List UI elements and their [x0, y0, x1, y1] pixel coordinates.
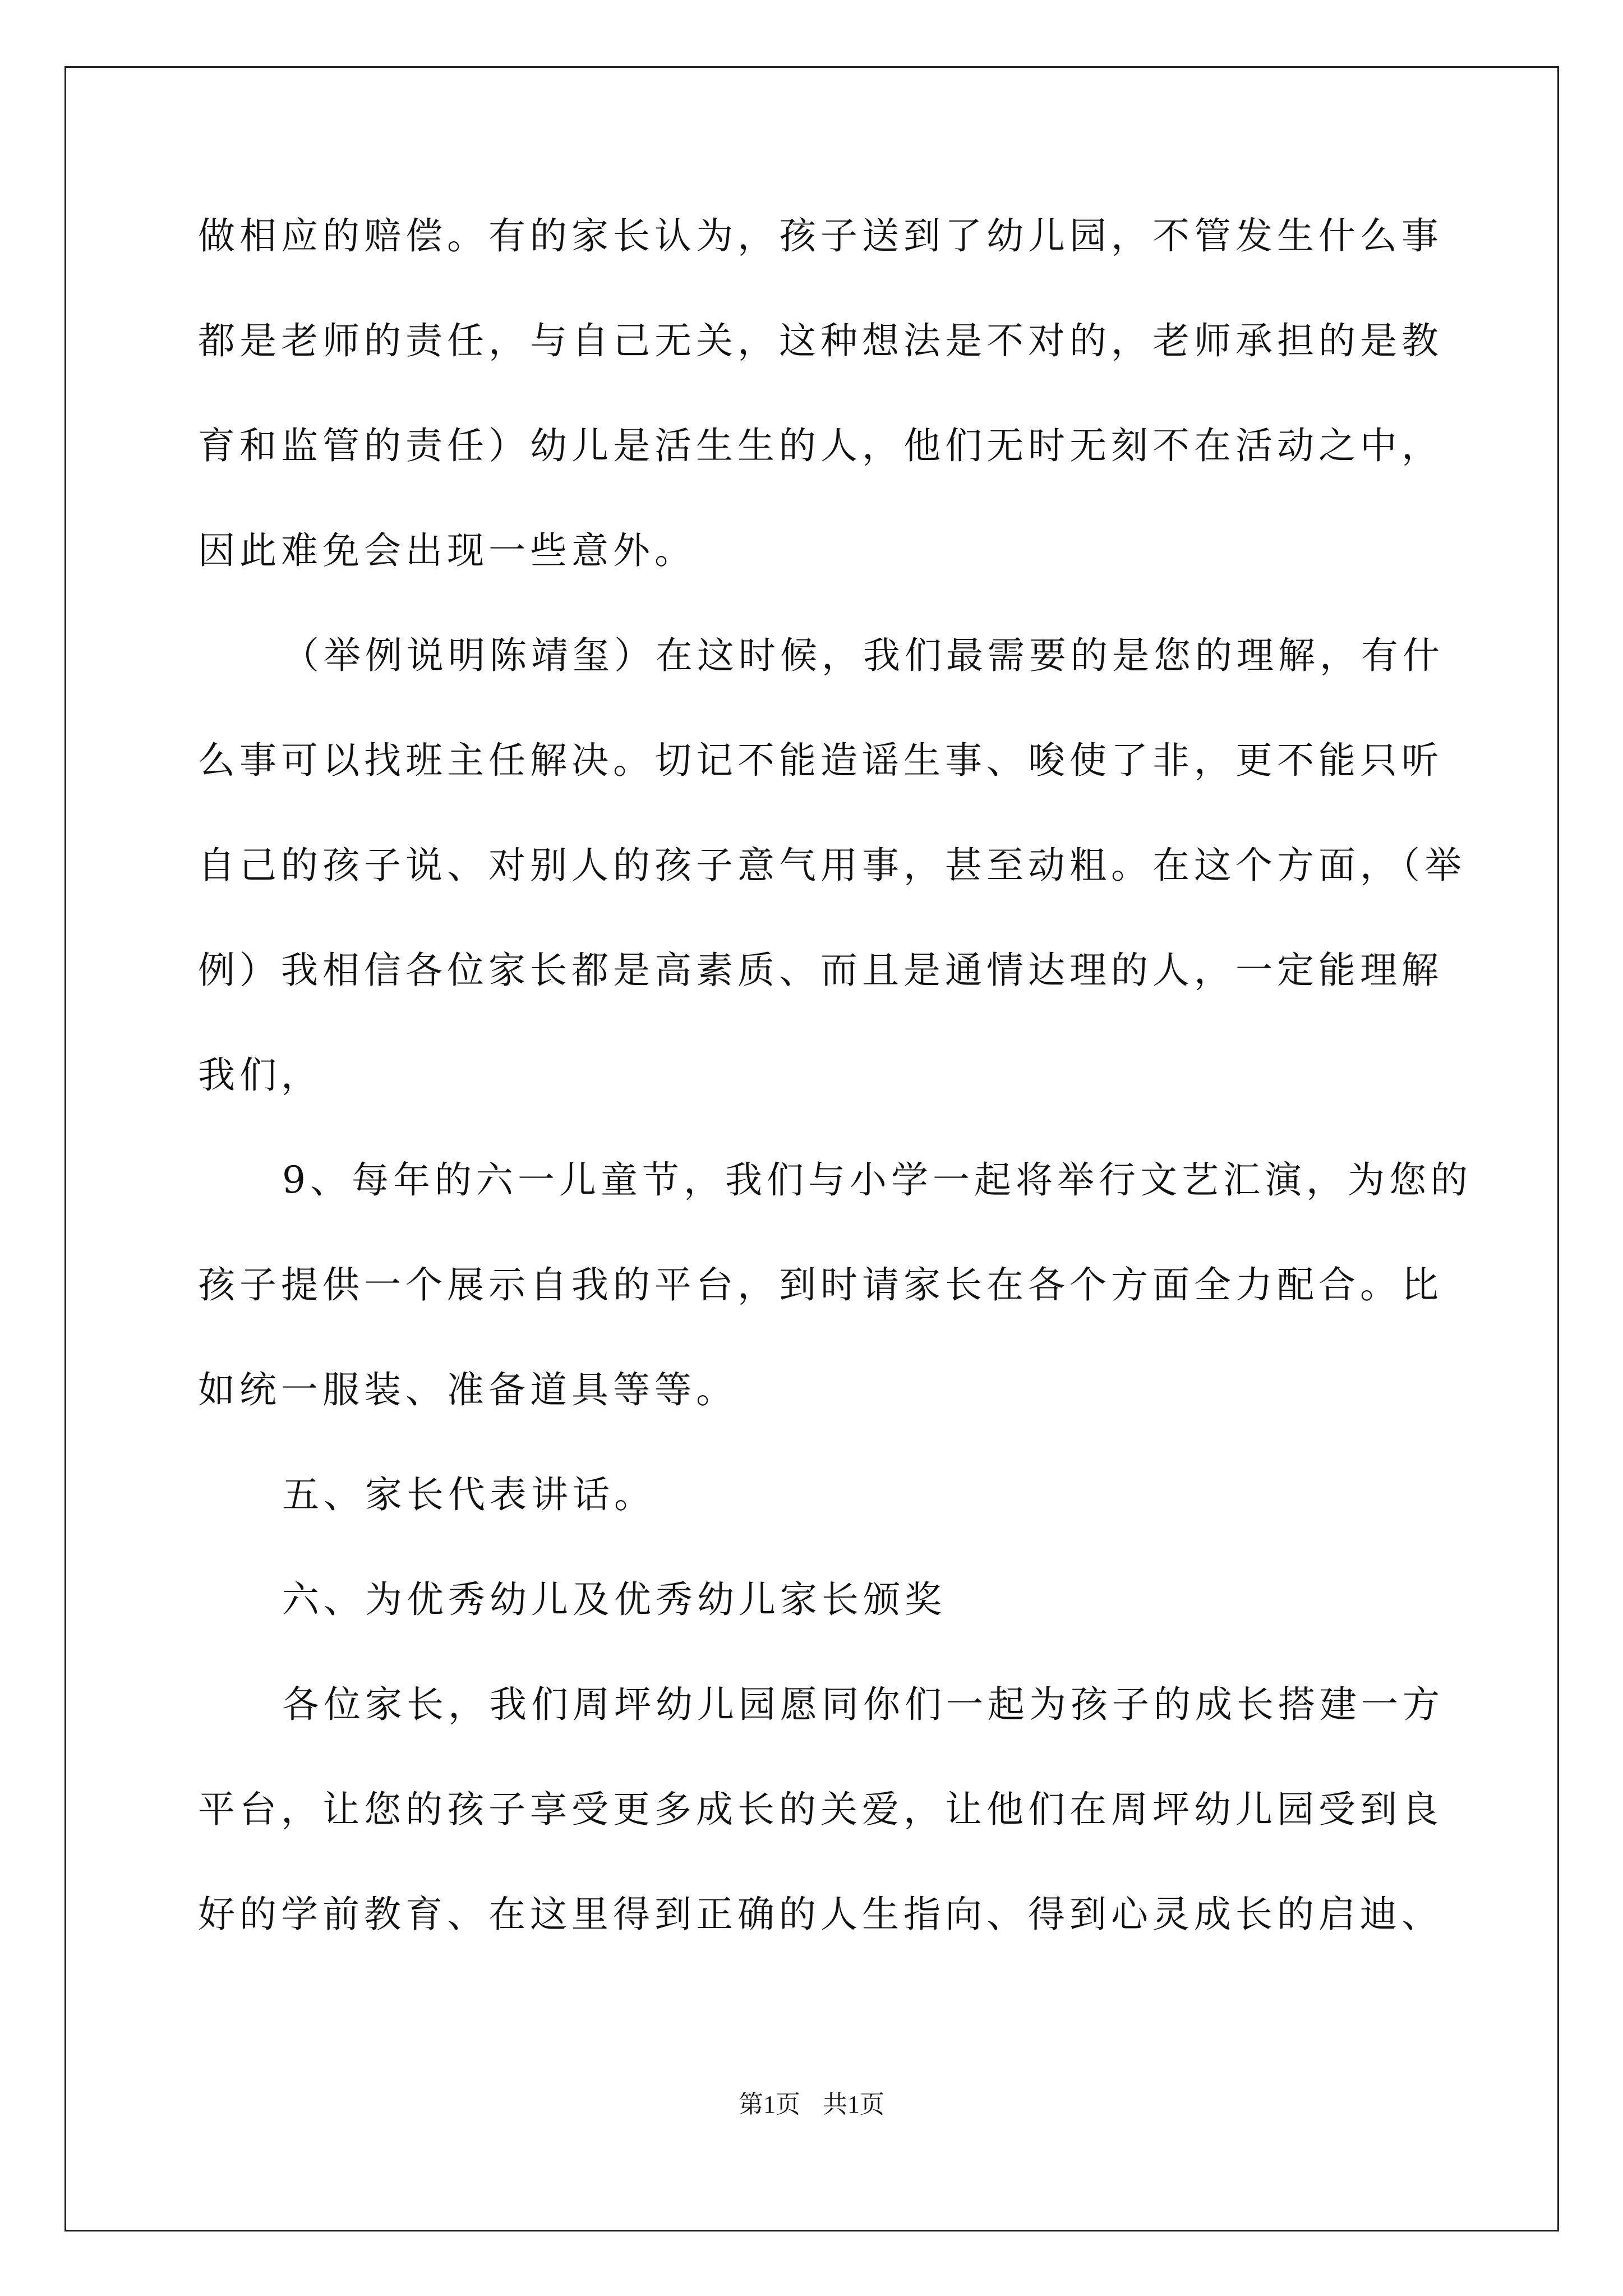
text-line: 因此难免会出现一些意外。: [198, 529, 696, 572]
text-line: （举例说明陈靖玺）在这时候，我们最需要的是您的理解，有什: [282, 634, 1444, 677]
text-line: 如统一服装、准备道具等等。: [198, 1368, 737, 1411]
page-number: 第1页: [739, 2091, 800, 2118]
text-line: 例）我相信各位家长都是高素质、而且是通情达理的人，一定能理解: [198, 949, 1443, 992]
text-line: 六、为优秀幼儿及优秀幼儿家长颁奖: [282, 1578, 946, 1621]
page-footer: [0, 2091, 1623, 2119]
text-line: 好的学前教育、在这里得到正确的人生指向、得到心灵成长的启迪、: [198, 1893, 1443, 1936]
text-line: 平台，让您的孩子享受更多成长的关爱，让他们在周坪幼儿园受到良: [198, 1788, 1443, 1831]
text-line: 都是老师的责任，与自己无关，这种想法是不对的，老师承担的是教: [198, 319, 1443, 362]
text-line: 么事可以找班主任解决。切记不能造谣生事、唆使了非，更不能只听: [198, 739, 1443, 782]
text-line: 孩子提供一个展示自我的平台，到时请家长在各个方面全力配合。比: [198, 1263, 1443, 1306]
text-line: 五、家长代表讲话。: [282, 1473, 656, 1516]
text-line: 各位家长，我们周坪幼儿园愿同你们一起为孩子的成长搭建一方: [282, 1683, 1444, 1726]
text-line: 9、每年的六一儿童节，我们与小学一起将举行文艺汇演，为您的: [282, 1158, 1472, 1202]
document-body: [198, 214, 1472, 2001]
text-line: 我们，: [198, 1053, 322, 1097]
text-line: 自己的孩子说、对别人的孩子意气用事，甚至动粗。在这个方面，（举: [198, 844, 1466, 887]
page-total: 共1页: [823, 2091, 884, 2118]
text-line: 育和监管的责任）幼儿是活生生的人，他们无时无刻不在活动之中，: [198, 424, 1443, 467]
text-line: 做相应的赔偿。有的家长认为，孩子送到了幼儿园，不管发生什么事: [198, 214, 1443, 257]
